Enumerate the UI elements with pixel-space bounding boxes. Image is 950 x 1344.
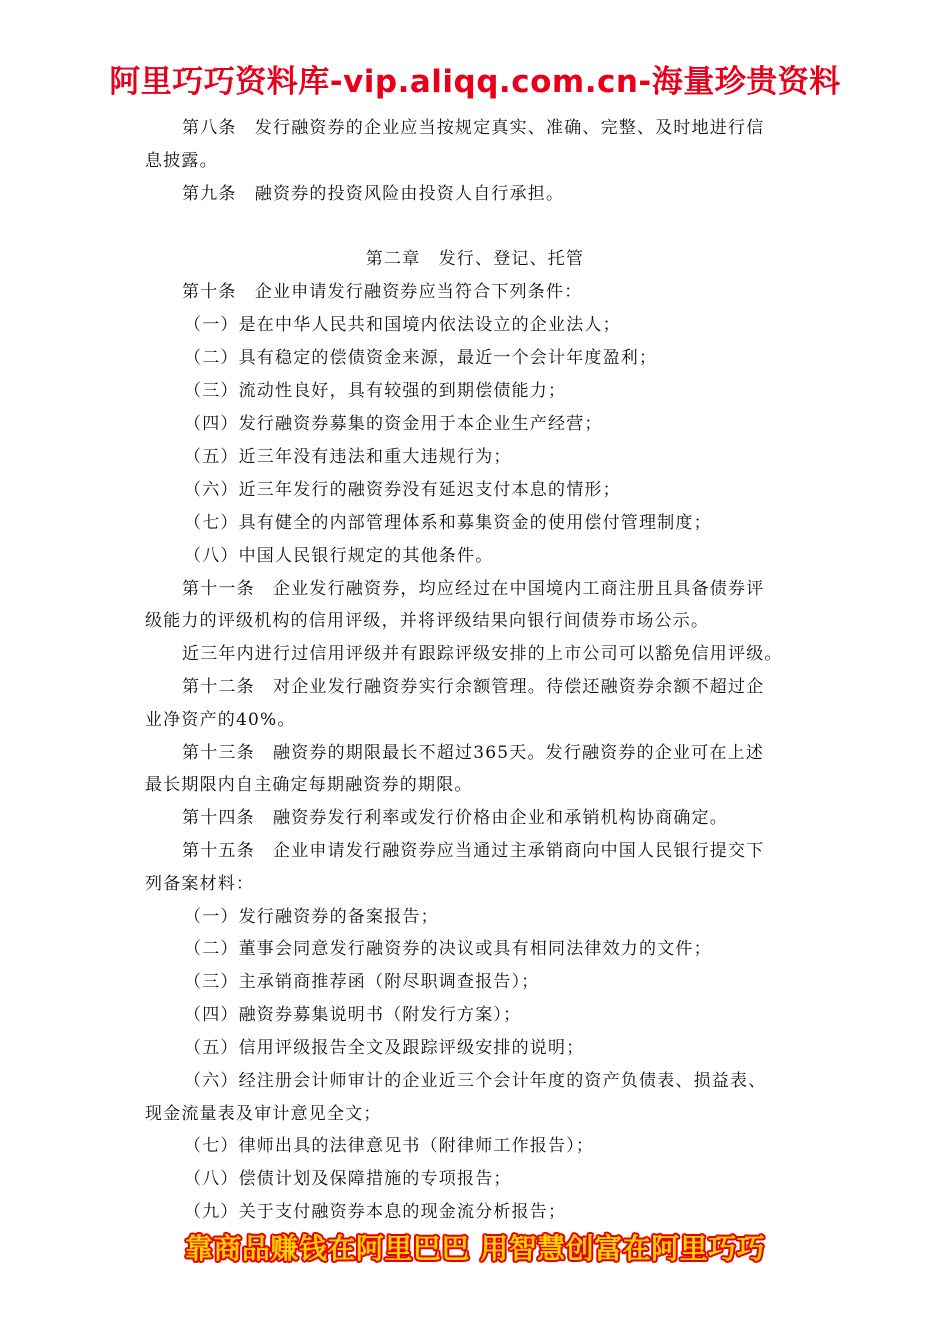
list-item: （八）中国人民银行规定的其他条件。 [184,546,494,566]
list-item: （三）流动性良好，具有较强的到期偿债能力； [184,381,567,401]
list-item: （五）信用评级报告全文及跟踪评级安排的说明； [184,1038,585,1058]
text-line: 近三年内进行过信用评级并有跟踪评级安排的上市公司可以豁免信用评级。 [182,644,783,664]
text-line: 第十一条 企业发行融资券，均应经过在中国境内工商注册且具备债券评 [182,579,765,599]
list-item: （二）董事会同意发行融资券的决议或具有相同法律效力的文件； [184,939,712,959]
text-line: 现金流量表及审计意见全文； [145,1104,382,1124]
header-banner: 阿里巧巧资料库-vip.aliqq.com.cn-海量珍贵资料 [109,64,841,100]
list-item: （四）融资券募集说明书（附发行方案）； [184,1005,522,1025]
list-item: （八）偿债计划及保障措施的专项报告； [184,1169,512,1189]
list-item: （七）具有健全的内部管理体系和募集资金的使用偿付管理制度； [184,513,712,533]
list-item: （五）近三年没有违法和重大违规行为； [184,447,512,467]
list-item: （三）主承销商推荐函（附尽职调查报告）； [184,972,540,992]
list-item: （九）关于支付融资券本息的现金流分析报告； [184,1202,567,1222]
list-item: （一）是在中华人民共和国境内依法设立的企业法人； [184,315,621,335]
list-item: （二）具有稳定的偿债资金来源，最近一个会计年度盈利； [184,348,658,368]
text-line: 第十四条 融资券发行利率或发行价格由企业和承销机构协商确定。 [182,808,728,828]
text-line: 第十条 企业申请发行融资券应当符合下列条件： [182,282,583,302]
text-line: 列备案材料： [145,874,255,894]
text-line: 最长期限内自主确定每期融资券的期限。 [145,775,473,795]
list-item: （四）发行融资券募集的资金用于本企业生产经营； [184,414,603,434]
text-line: 第十三条 融资券的期限最长不超过365天。发行融资券的企业可在上述 [182,743,765,763]
text-line: 第十五条 企业申请发行融资券应当通过主承销商向中国人民银行提交下 [182,841,765,861]
chapter-heading: 第二章 发行、登记、托管 [365,249,585,269]
text-line: 息披露。 [145,151,218,171]
text-line: 第九条 融资券的投资风险由投资人自行承担。 [182,184,565,204]
text-line: 级能力的评级机构的信用评级，并将评级结果向银行间债券市场公示。 [145,611,710,631]
footer-banner: 靠商品赚钱在阿里巴巴 用智慧创富在阿里巧巧 [184,1232,766,1265]
list-item: （六）经注册会计师审计的企业近三个会计年度的资产负债表、损益表、 [184,1071,767,1091]
text-line: 业净资产的40%。 [145,710,296,730]
list-item: （七）律师出具的法律意见书（附律师工作报告）； [184,1136,595,1156]
list-item: （六）近三年发行的融资券没有延迟支付本息的情形； [184,480,621,500]
text-line: 第八条 发行融资券的企业应当按规定真实、准确、完整、及时地进行信 [182,118,765,138]
text-line: 第十二条 对企业发行融资券实行余额管理。待偿还融资券余额不超过企 [182,677,765,697]
list-item: （一）发行融资券的备案报告； [184,907,439,927]
